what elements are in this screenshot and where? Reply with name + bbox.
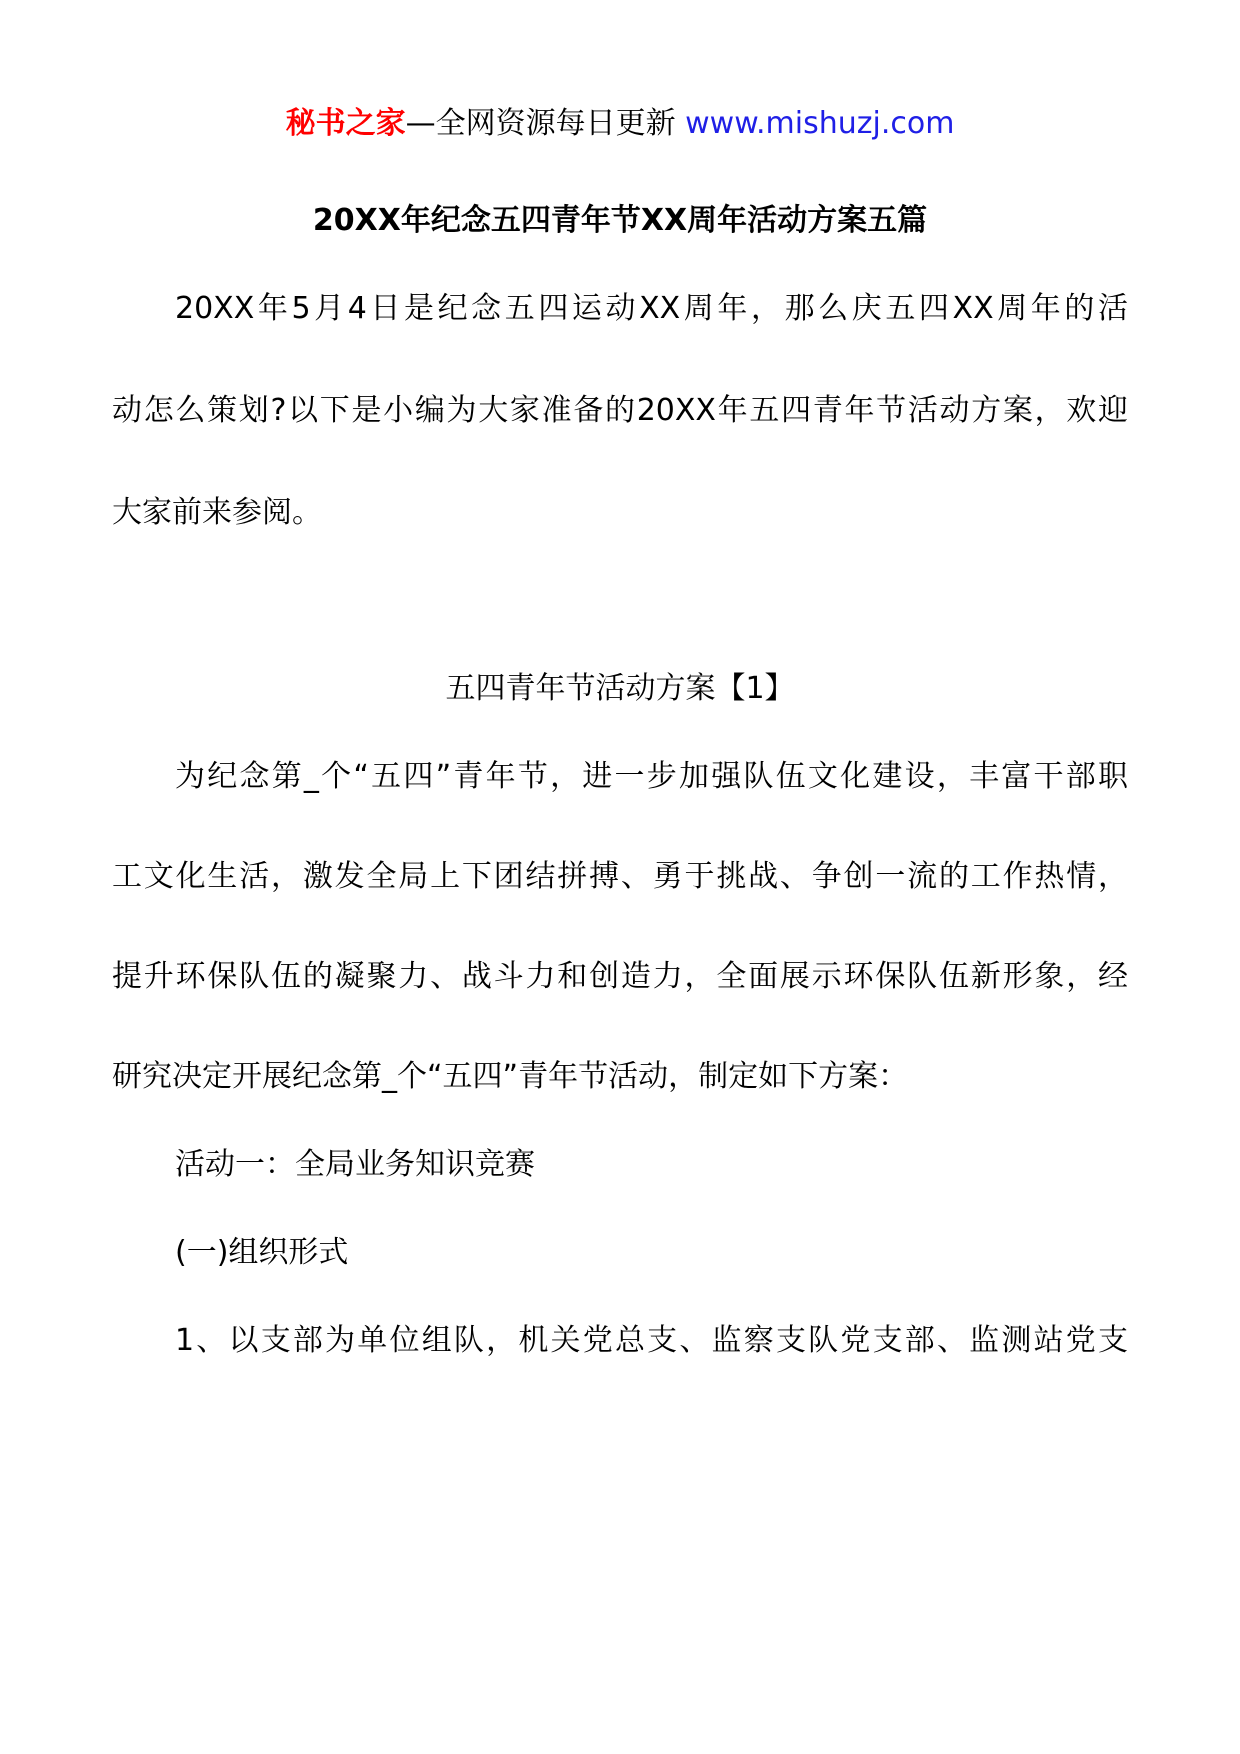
section-heading: 五四青年节活动方案【1】 <box>445 671 795 706</box>
intro-line-2: 动怎么策划?以下是小编为大家准备的20XX年五四青年节活动方案，欢迎 <box>112 393 1128 428</box>
para1-line-2: 工文化生活，激发全局上下团结拼搏、勇于挑战、争创一流的工作热情， <box>112 859 1128 894</box>
brand-name: 秘书之家 <box>285 106 406 141</box>
item-one-line: 1、以支部为单位组队，机关党总支、监察支队党支部、监测站党支 <box>175 1323 1128 1358</box>
org-form-heading: (一)组织形式 <box>175 1235 349 1270</box>
site-header <box>0 98 1240 150</box>
document-title: 20XX年纪念五四青年节XX周年活动方案五篇 <box>312 203 928 238</box>
site-url-link[interactable]: www.mishuzj.com <box>685 106 955 141</box>
para1-line-3: 提升环保队伍的凝聚力、战斗力和创造力，全面展示环保队伍新形象，经 <box>112 959 1128 994</box>
header-tagline: —全网资源每日更新 <box>405 106 686 141</box>
para1-line-1: 为纪念第_个“五四”青年节，进一步加强队伍文化建设，丰富干部职 <box>175 759 1128 794</box>
intro-line-1: 20XX年5月4日是纪念五四运动XX周年，那么庆五四XX周年的活 <box>175 291 1128 326</box>
para1-line-4: 研究决定开展纪念第_个“五四”青年节活动，制定如下方案： <box>112 1059 909 1094</box>
intro-line-3: 大家前来参阅。 <box>112 495 322 530</box>
activity-one-heading: 活动一：全局业务知识竞赛 <box>175 1147 535 1182</box>
